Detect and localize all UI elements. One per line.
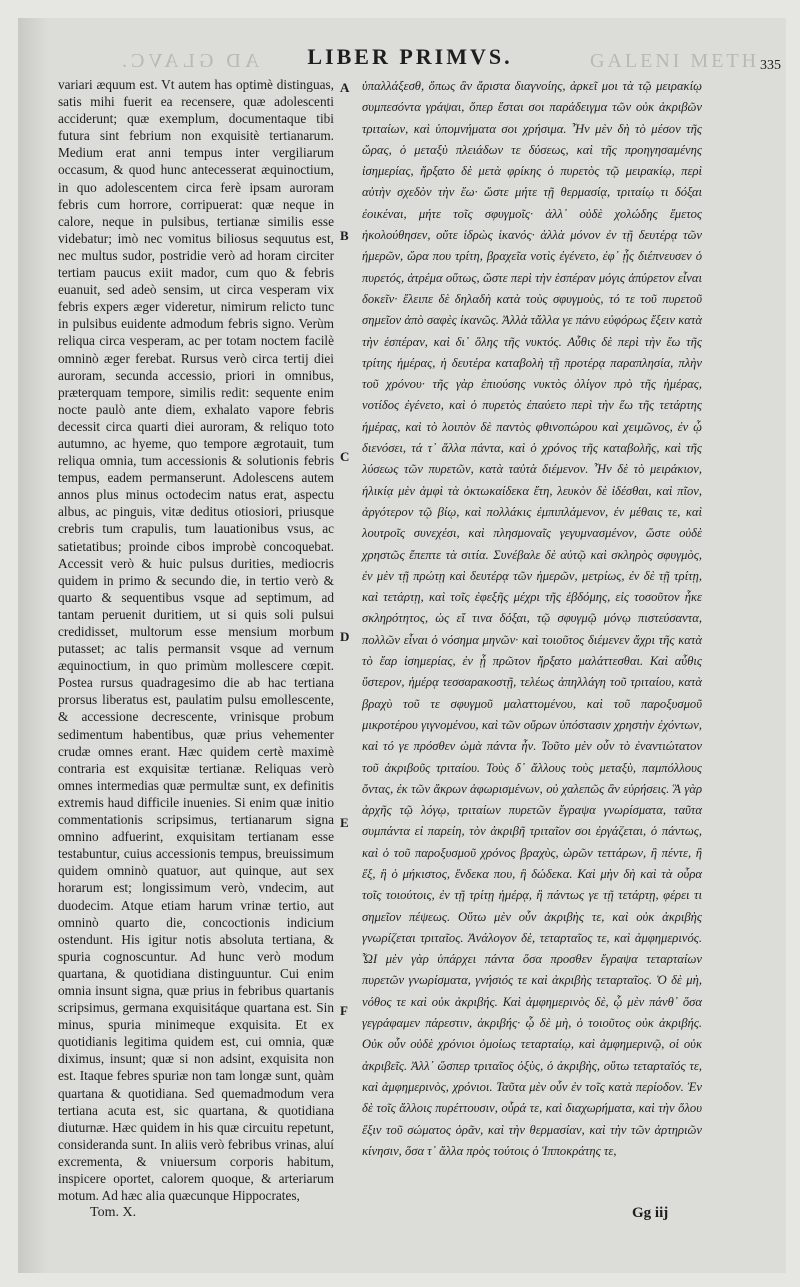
- bleed-through-text-right: GALENI METH: [590, 50, 760, 72]
- bleed-through-text-left: AD GLAVC.: [118, 50, 260, 72]
- volume-label: Tom. X.: [90, 1205, 137, 1220]
- margin-marker-d: D: [340, 629, 350, 644]
- margin-marker-b: B: [340, 228, 349, 243]
- latin-paragraph: variari æquum est. Vt autem has optimè distinguas, satis mihi fuerit ea recensere, quæ adolescenti acciderunt; quæ exemplum, documentaque tibi futura sint febrium non exquisitè tertianarum. Medium erat anni tempus inter vergiliarum occasum, & quod hunc antecesserat æquinoctium, in quo adolescentem circa ferè ipsam auroram febris cum horrore, corripuerat: quæ neque in calore, neque in pulsibus, tertianæ similis esse videbatur; imò nec vomitus biliosus sequutus est, nec multus sudor, postridie verò ad horam circiter tertiam paucus exiit mador, cum quo & febris euanuit, sed adeò sensim, ut circa vesperam vix febris expers æger videretur, nimirum relicto tunc in pulsibus euidente admodum febris signo. Verùm reliqua circa vesperam, ac per totam noctem facilè omninò æger ferebat. Rursus verò circa tertij diei auroram, secunda accessio, priori in omnibus, præterquam tempore, similis redit: sequente enim nocte paulò ante diem, exhalato vapore febris decessit circa quarti diei auroram, & reliquo toto autumno, ac hyeme, quo tempore ægrotauit, tum reliqua omnia, tum accessionis & solutionis febris tempus, eadem permanserunt. Adolescens autem annos plus minus octodecim natus erat, aspectu albus, ac pinguis, vitæ deditus otiosiori, priusque crebris tum crapulis, tum lauationibus vsus, ac satietatibus; proinde cibos improbè concoquebat. Accessit verò & huic pulsus durities, mediocris quidem in primo & secundo die, in tertio verò & quarto & sequentibus vsque ad septimum, ad tantam peruenit duritiem, ut si quis soli pulsui credidisset, multorum esse mensium morbum putasset; ac talis permansit vsque ad vernum æquinoctium, in quo primùm mollescere cœpit. Postea rursus quadragesimo die ab hac tertiana prorsus liberatus est, paulatim pulsu emollescente, & accessione decrescente, vrinisque probum sedimentum habentibus, quæ prius vehementer crudæ omnes erant. Hæc quidem certè maximè contraria est exquisitæ tertianæ. Reliquas verò omnes intermedias quæ permultæ sunt, ex definitis extremis haud difficile inuenies. Si enim quæ initio commentationis scripsimus, tertianarum signa omnino adfuerint, exquisitam tertianam esse testabuntur, cuius accessionis tempus, breuissimum quidem omninò quatuor, aut quinque, aut sex horarum est; longissimum verò, vndecim, aut duodecim. Atque etiam harum vrinæ tertio, aut omninò quarto die, concoctionis indicium ostendunt. His igitur notis absoluta tertiana, & spuria cognoscuntur. Ad hunc verò modum quartana, & quotidiana distinguuntur. Cui enim omnia insunt signa, quæ prius in febribus quartanis scripsimus, germana exquisitáque quartana est. Sin minus, spuria minimeque exquisita. Et ex quotidianis legitima quidem est, cui omnia, quæ diximus, insunt; quæ si non adsint, exquisita non est. Itaque febres spuriæ non tam longæ sunt, quàm quartana & quotidiana. Sed quemadmodum vera tertiana acuta est, sic quartana, & quotidiana diuturnæ. Hæc quidem in his quæ circuitu repetunt, consideranda sunt. In aliis verò febribus vrinas, aluí excrementa, & vniuersum corporis habitum, inspicere oportet, calorem quoque, & arteriarum motum. Ad hæc alia quæcunque Hippocrates,: [58, 77, 334, 1204]
- margin-marker-c: C: [340, 449, 350, 464]
- running-head: LIBER PRIMVS.: [307, 44, 513, 69]
- greek-paragraph: ὑπαλλάξεσθ, ὅπως ἂν ἄριστα διαγνοίης, ἀρκεῖ μοι τὰ τῷ μειρακίῳ συμπεσόντα γράψαι, ὅπερ ἔσται σοι παράδειγμα τῶν οὐκ ἀκριβῶν τριταίων, καὶ ὑπομνήματα σοι χρήσιμα. Ἦν μὲν δὴ τὸ μέσον τῆς ὥρας, ὁ μεταξὺ πλειάδων τε δύσεως, καὶ τῆς προηγησαμένης ἰσημερίας, ἤρξατο δὲ μετὰ φρίκης ὁ πυρετὸς τῷ μειρακίῳ, περὶ αὐτὴν σχεδὸν τὴν ἕω· ὥστε μήτε τῇ θερμασίᾳ, τριταίῳ τι δόξαι ἐοικέναι, μήτε τοῖς σφυγμοῖς· ἀλλ᾽ οὐδὲ χολώδης ἔμετος ἠκολούθησεν, οὔτε ἱδρὼς ἱκανός· ἀλλὰ μόνον ἐν τῇ δευτέρᾳ τῶν ἡμερῶν, ὥρα που τρίτη, βραχεῖα νοτὶς ἐγένετο, ἐφ᾽ ᾗς διέπνευσεν ὁ πυρετός, ἀτρέμα οὕτως, ὥστε περὶ τὴν ἑσπέραν μόγις ἀπύρετον εἶναι δοκεῖν· ἔλειπε δὲ δηλαδὴ κατὰ τοὺς σφυγμοὺς, τό τε τοῦ πυρετοῦ σημεῖον ἀπὸ σαφὲς ἱκανῶς. Ἀλλὰ τἄλλα γε πάνυ εὐφόρως ἔξειν κατὰ τὴν ἑσπέραν, καὶ δι᾽ ὅλης τῆς νυκτός. Αὖθις δὲ περὶ τὴν ἕω τῆς τρίτης ἡμέρας, ἡ δευτέρα καταβολὴ τῇ προτέρᾳ παραπλησία, πλὴν τοῦ χρόνου· τῆς γὰρ ἐπιούσης νυκτὸς ὀλίγον πρὸ τῆς ἡμέρας, νοτίδος ἐγένετο, καὶ ὁ πυρετὸς ἐπαύετο περὶ τὴν ἕω τῆς τετάρτης ἡμέρας, καὶ τὸ λοιπὸν δὲ παντὸς φθινοπώρου καὶ χειμῶνος, ἐν ᾧ διενόσει, τά τ᾽ ἄλλα πάντα, καὶ ὁ χρόνος τῆς καταβολῆς, καὶ τῆς λύσεως τῶν πυρετῶν, κατὰ ταὐτὰ διέμενον. Ἦν δὲ τὸ μειράκιον, ἡλικίᾳ μὲν ἀμφὶ τὰ ὀκτωκαίδεκα ἔτη, λευκὸν δὲ ἰδέσθαι, καὶ πῖον, ἀργότερον τῷ βίῳ, καὶ πολλάκις ἐμπιπλάμενον, ἐν μέθαις τε, καὶ λουτροῖς συνεχέσι, καὶ πλησμοναῖς γεγυμνασμένον, ὥστε οὐδὲ χρηστῶς ἔπεπτε τὰ σιτία. Συνέβαλε δὲ αὐτῷ καὶ σκληρὸς σφυγμὸς, ἐν μὲν τῇ πρώτῃ καὶ δευτέρᾳ τῶν ἡμερῶν, μετρίως, ἐν δὲ τῇ τρίτῃ, καὶ τετάρτῃ, καὶ τοῖς ἐφεξῆς μέχρι τῆς ἑβδόμης, εἰς τοσοῦτον ἧκε σκληρότητος, ὡς εἴ τινα δόξαι, τῷ σφυγμῷ μόνῳ πιστεύσαντα, πολλῶν εἶναι ὁ νόσημα μηνῶν· καὶ τοιοῦτος διέμενεν ἄχρι τῆς κατὰ τὸ ἔαρ ἰσημερίας, ἐν ᾗ πρῶτον ἤρξατο μαλάττεσθαι. Καὶ αὖθις ὕστερον, ἡμέρᾳ τεσσαρακοστῇ, τελέως ἀπηλλάγη τοῦ τριταίου, κατὰ βραχὺ τοῦ τε σφυγμοῦ μαλαττομένου, καὶ τοῦ παροξυσμοῦ μικροτέρου γιγνομένου, καὶ τῶν οὔρων ὑπόστασιν χρηστὴν ἐχόντων, καὶ τό γε πρόσθεν ὠμὰ πάντα ἦν. Τοῦτο μὲν οὖν τὸ ἐναντιώτατον τοῦ ἀκριβοῦς τριταίου. Τοὺς δ᾽ ἄλλους τοὺς μεταξὺ, παμπόλλους ὄντας, ἐκ τῶν ἄκρων ἀφωρισμένων, οὐ χαλεπῶς ἂν εὑρήσεις. Ἃ γὰρ ἀρχῆς τῷ λόγῳ, τριταίων πυρετῶν ἔγραψα γνωρίσματα, ταῦτα συμπάντα εἰ παρείη, τὸν ἀκριβῆ τριταῖον σοι ἐργάζεται, ὁ πάντως, καὶ ὁ τοῦ παροξυσμοῦ χρόνος βραχὺς, ὡρῶν τεττάρων, ἢ πέντε, ἢ ἕξ, ἢ ὁ μήκιστος, ἕνδεκα που, ἢ δώδεκα. Καὶ μὴν δὴ καὶ τὰ οὖρα τοῖς τοιούτοις, ἐν τῇ τρίτῃ ἡμέρᾳ, ἢ πάντως γε τῇ τετάρτῃ, φέρει τι σημεῖον πέψεως. Οὕτω μὲν οὖν ἀκριβὴς τε, καὶ οὐκ ἀκριβὴς γνωρίζεται τριταῖος. Ἀνάλογον δὲ, τεταρταῖος τε, καὶ ἀμφημερινός. ὯΙ μὲν γὰρ ὑπάρχει πάντα ὅσα προσθεν ἔγραψα τεταρταίων πυρετῶν γνωρίσματα, γνήσιός τε καὶ ἀκριβὴς τεταρταῖος. Ὁ δὲ μὴ, νόθος τε καὶ οὐκ ἀκριβής. Καὶ ἀμφημερινὸς δὲ, ᾧ μὲν πάνθ᾽ ὅσα γεγράφαμεν πάρεστιν, ἀκριβής· ᾧ δὲ μὴ, ὁ τοιοῦτος οὐκ ἀκριβής. Οὐκ οὖν οὐδὲ χρόνιοι ὁμοίως τεταρταίῳ, καὶ ἀμφημερινῷ, οἱ οὐκ ἀκριβεῖς. Ἀλλ᾽ ὥσπερ τριταῖος ὀξὺς, ὁ ἀκριβὴς, οὕτω τεταρταῖός τε, καὶ ἀμφημερινὸς, χρόνιοι. Ταῦτα μὲν οὖν ἐν τοῖς κατὰ περίοδον. Ἐν δὲ τοῖς ἄλλοις πυρέττουσιν, οὖρά τε, καὶ διαχωρήματα, καὶ τὴν ὅλου ἕξιν τοῦ σώματος ὁρᾶν, καὶ τὴν θερμασίαν, καὶ τὴν τῶν ἀρτηριῶν κίνησιν, ὅσα τ᾽ ἄλλα πρὸς τούτοις ὁ Ἱπποκράτης τε,: [362, 79, 702, 1158]
- margin-marker-a: A: [340, 80, 350, 95]
- margin-marker-f: F: [340, 1003, 348, 1018]
- latin-column: [58, 76, 334, 1204]
- signature-mark: Gg iij: [632, 1205, 669, 1221]
- gutter-shadow: [18, 18, 48, 1273]
- page-number: 335: [760, 58, 781, 73]
- margin-marker-e: E: [340, 815, 349, 830]
- greek-column: [362, 76, 702, 1162]
